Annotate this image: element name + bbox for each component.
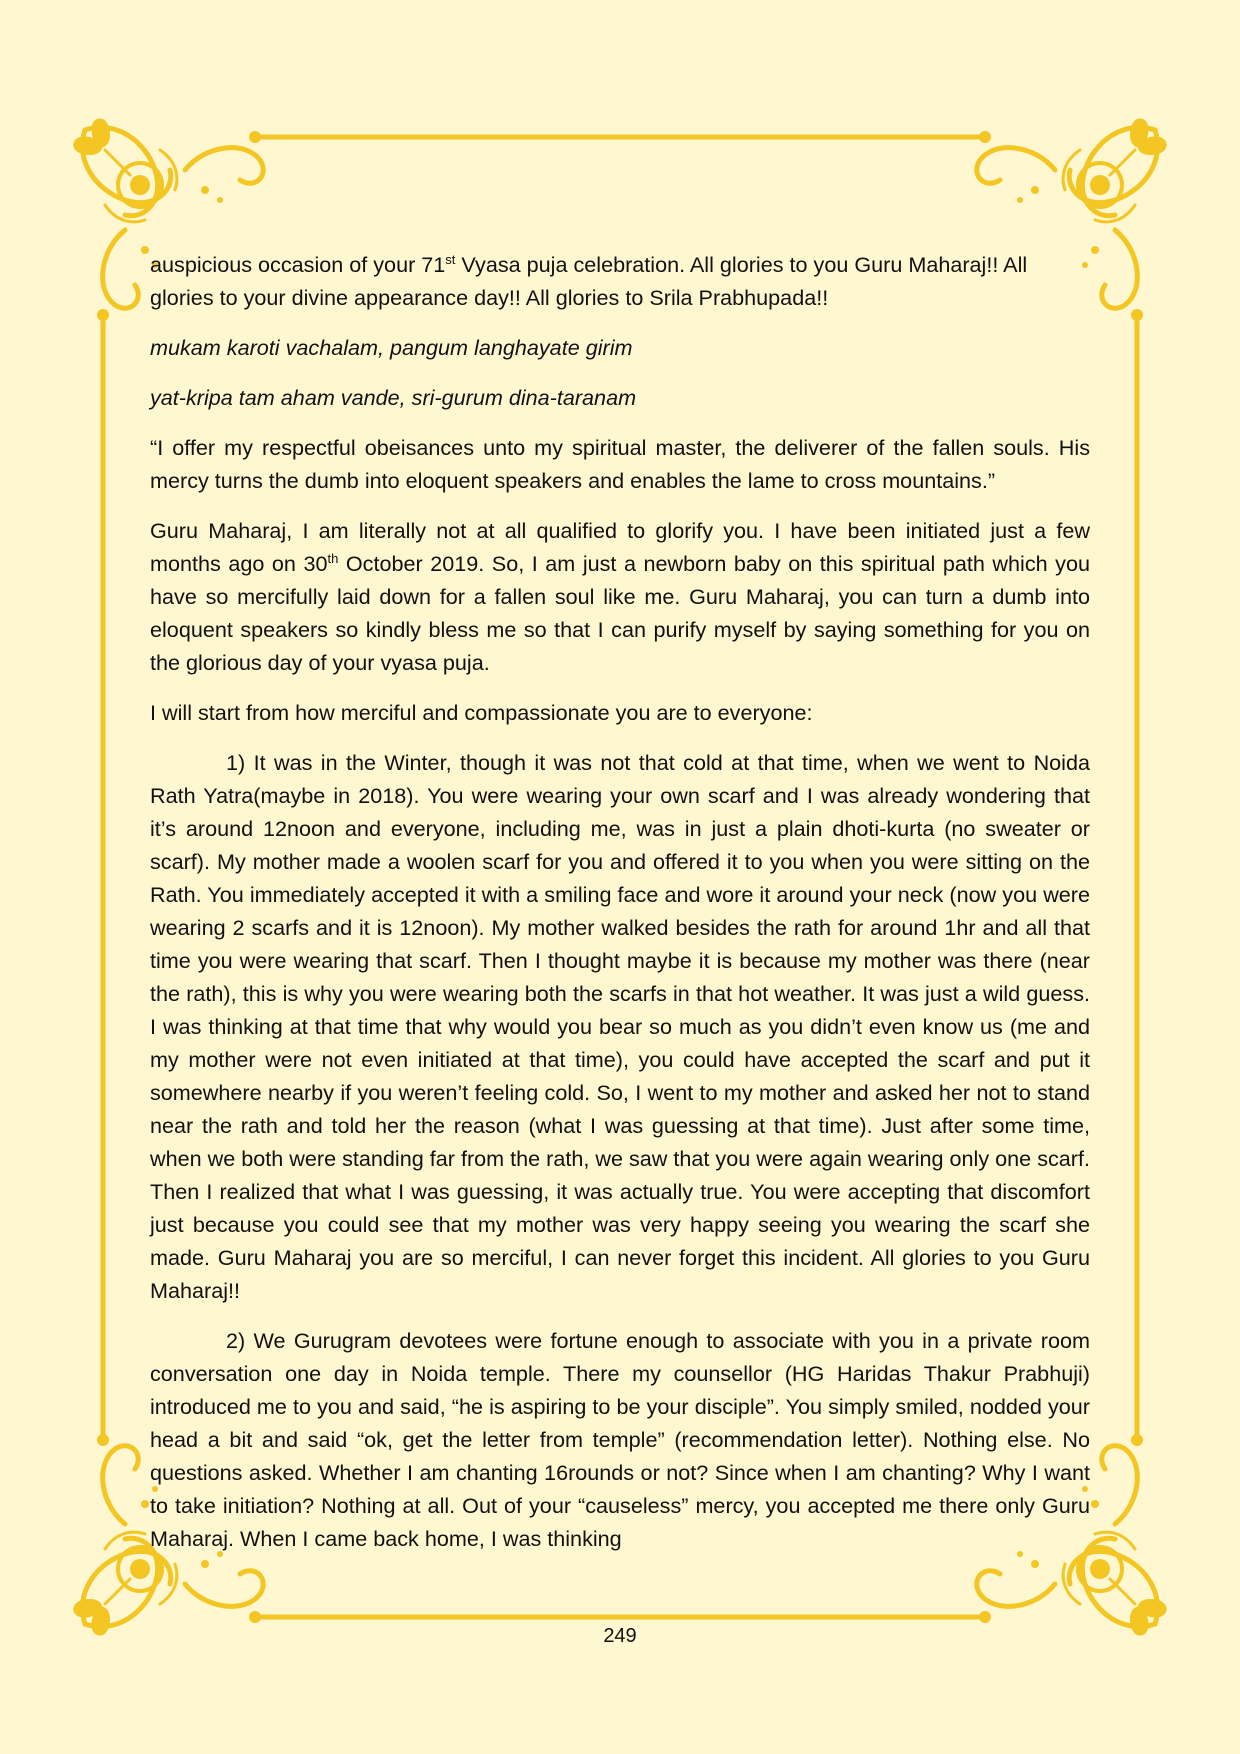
text-span: Guru Maharaj, I am literally not at all qualified to glorify you. I have been initiated just a few months ago on 30 <box>150 518 1090 576</box>
paragraph-introduction <box>150 514 1090 679</box>
text-span: auspicious occasion of your 71 <box>150 252 446 277</box>
text-span: Vyasa puja celebration. All glories to you Guru Maharaj!! All glories to your divine appearance day!! All glories to Srila Prabhupada!! <box>150 252 1028 310</box>
page-number: 249 <box>603 1625 637 1647</box>
list-item-2: 2) We Gurugram devotees were fortune enough to associate with you in a private room conversation one day in Noida temple. There my counsellor (HG Haridas Thakur Prabhuji) introduced me to you and said, “he is aspiring to be your disciple”. You simply smiled, nodded your head a bit and said “ok, get the letter from temple” (recommendation letter). Nothing else. No questions asked. Whether I am chanting 16rounds or not? Since when I am chanting? Why I want to take initiation? Nothing at all. Out of your “causeless” mercy, you accepted me there only Guru Maharaj. When I came back home, I was thinking <box>150 1328 1090 1551</box>
verse-translation: “I offer my respectful obeisances unto my spiritual master, the deliverer of the fallen souls. His mercy turns the dumb into eloquent speakers and enables the lame to cross mountains.” <box>150 435 1090 493</box>
superscript: th <box>327 550 339 566</box>
paragraph-lead-in: I will start from how merciful and compassionate you are to everyone: <box>150 700 813 725</box>
list-item-1: 1) It was in the Winter, though it was not that cold at that time, when we went to Noida Rath Yatra(maybe in 2018). You were wearing your own scarf and I was already wondering that it’s around 12noon and everyone, including me, was in just a plain dhoti-kurta (no sweater or scarf). My mother made a woolen scarf for you and offered it to you when you were sitting on the Rath. You immediately accepted it with a smiling face and wore it around your neck (now you were wearing 2 scarfs and it is 12noon). My mother walked besides the rath for around 1hr and all that time you were wearing that scarf. Then I thought maybe it is because my mother was there (near the rath), this is why you were wearing both the scarfs in that hot weather. It was just a wild guess. I was thinking at that time that why would you bear so much as you didn’t even know us (me and my mother were not even initiated at that time), you could have accepted the scarf and put it somewhere nearby if you weren’t feeling cold. So, I went to my mother and asked her not to stand near the rath and told her the reason (what I was guessing at that time). Just after some time, when we both were standing far from the rath, we saw that you were again wearing only one scarf. Then I realized that what I was guessing, it was actually true. You were accepting that discomfort just because you could see that my mother was very happy seeing you wearing the scarf she made. Guru Maharaj you are so merciful, I can never forget this incident. All glories to you Guru Maharaj!! <box>150 750 1090 1303</box>
superscript: st <box>445 251 456 267</box>
text-span: October 2019. So, I am just a newborn baby on this spiritual path which you have so mercifully laid down for a fallen soul like me. Guru Maharaj, you can turn a dumb into eloquent speakers so kindly bless me so that I can purify myself by saying something for you on the glorious day of your vyasa puja. <box>150 551 1090 675</box>
opening-paragraph <box>150 248 1090 314</box>
verse-line-1: mukam karoti vachalam, pangum langhayate girim <box>150 335 633 360</box>
body-text <box>150 248 1090 1572</box>
verse-line-2: yat-kripa tam aham vande, sri-gurum dina-taranam <box>150 385 637 410</box>
